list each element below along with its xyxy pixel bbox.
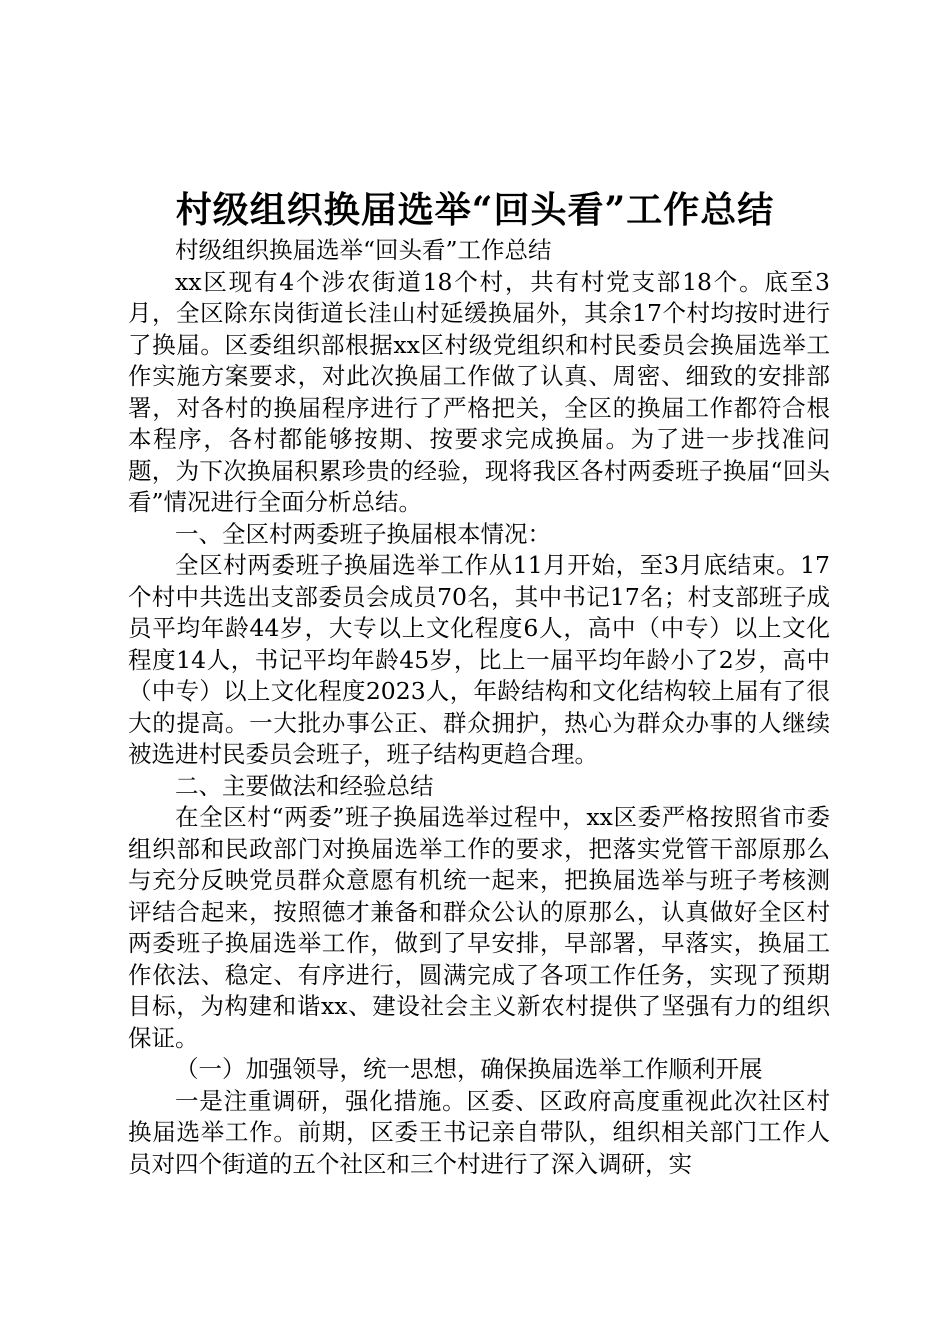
paragraph: 一是注重调研，强化措施。区委、区政府高度重视此次社区村换届选举工作。前期，区委王书记亲自带队，组织相关部门工作人员对四个街道的五个社区和三个村进行了深入调研，实 — [128, 1086, 830, 1178]
subsection-heading: （一）加强领导，统一思想，确保换届选举工作顺利开展 — [175, 1055, 763, 1083]
document-body — [128, 235, 830, 1180]
paragraph: 在全区村“两委”班子换届选举过程中，xx区委严格按照省市委组织部和民政部门对换届选举工作的要求，把落实党管干部原那么与充分反映党员群众意愿有机统一起来，把换届选举与班子考核测评结合起来，按照德才兼备和群众公认的原那么，认真做好全区村两委班子换届选举工作，做到了早安排，早部署，早落实，换届工作依法、稳定、有序进行，圆满完成了各项工作任务，实现了预期目标，为构建和谐xx、建设社会主义新农村提供了坚强有力的组织保证。 — [128, 803, 830, 1052]
document-subtitle: 村级组织换届选举“回头看”工作总结 — [175, 236, 552, 264]
section-heading: 一、全区村两委班子换届根本情况： — [175, 519, 551, 548]
paragraph: 全区村两委班子换届选举工作从11月开始，至3月底结束。17个村中共选出支部委员会成员70名，其中书记17名；村支部班子成员平均年龄44岁，大专以上文化程度6人，高中（中专）以上文化程度14人，书记平均年龄45岁，比上一届平均年龄小了2岁，高中（中专）以上文化程度2023人，年龄结构和文化结构较上届有了很大的提高。一大批办事公正、群众拥护，热心为群众办事的人继续被选进村民委员会班子，班子结构更趋合理。 — [128, 551, 830, 768]
paragraph: xx区现有4个涉农街道18个村，共有村党支部18个。底至3月，全区除东岗街道长洼山村延缓换届外，其余17个村均按时进行了换届。区委组织部根据xx区村级党组织和村民委员会换届选举工作实施方案要求，对此次换届工作做了认真、周密、细致的安排部署，对各村的换届程序进行了严格把关，全区的换届工作都符合根本程序，各村都能够按期、按要求完成换届。为了进一步找准问题，为下次换届积累珍贵的经验，现将我区各村两委班子换届“回头看”情况进行全面分析总结。 — [128, 267, 830, 516]
document-title: 村级组织换届选举“回头看”工作总结 — [175, 189, 775, 231]
section-heading: 二、主要做法和经验总结 — [175, 771, 434, 800]
